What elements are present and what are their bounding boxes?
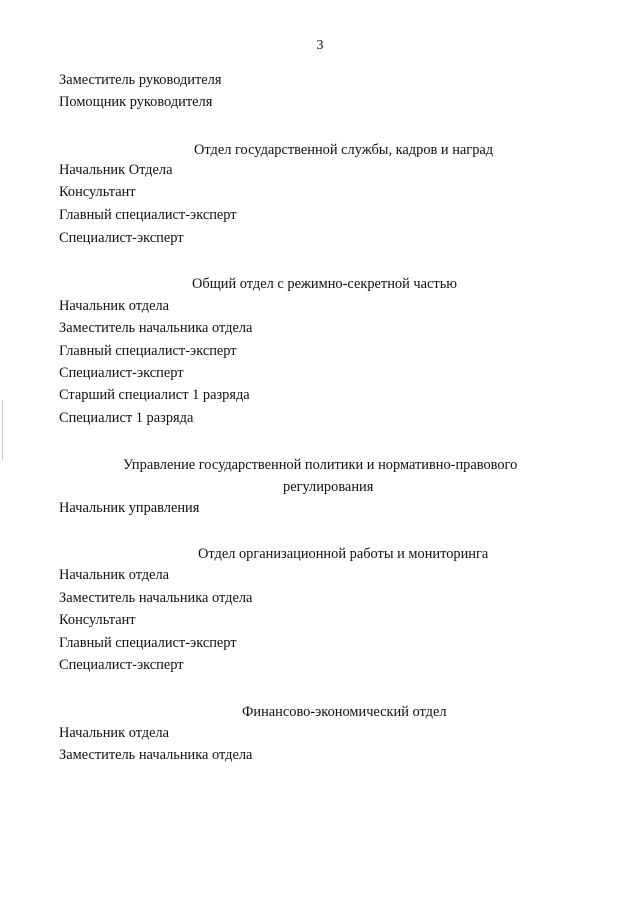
position-line: Помощник руководителя [59,94,213,110]
scan-edge-mark [2,400,3,460]
position-line: Специалист-эксперт [59,657,184,673]
position-line: Главный специалист-эксперт [59,207,237,223]
position-line: Начальник отдела [59,567,170,583]
position-line: Начальник отдела [59,298,170,314]
position-line: Начальник управления [59,500,200,516]
position-line: Консультант [59,612,136,628]
position-line: Старший специалист 1 разряда [59,387,250,403]
section-heading-continuation: регулирования [283,479,374,495]
section-heading: Общий отдел с режимно-секретной частью [192,276,458,292]
section-heading: Финансово-экономический отдел [242,704,447,720]
position-line: Начальник Отдела [59,162,173,178]
position-line: Главный специалист-эксперт [59,343,237,359]
position-line: Заместитель руководителя [59,72,222,88]
page-number: 3 [316,38,324,53]
section-heading: Отдел государственной службы, кадров и наград [194,142,494,158]
position-line: Специалист 1 разряда [59,410,194,426]
position-line: Начальник отдела [59,725,170,741]
position-line: Заместитель начальника отдела [59,320,253,336]
section-heading: Управление государственной политики и нормативно-правового [123,457,518,473]
position-line: Консультант [59,184,136,200]
position-line: Заместитель начальника отдела [59,590,253,606]
section-heading: Отдел организационной работы и мониторинга [198,546,489,562]
position-line: Главный специалист-эксперт [59,635,237,651]
position-line: Специалист-эксперт [59,230,184,246]
position-line: Специалист-эксперт [59,365,184,381]
position-line: Заместитель начальника отдела [59,747,253,763]
